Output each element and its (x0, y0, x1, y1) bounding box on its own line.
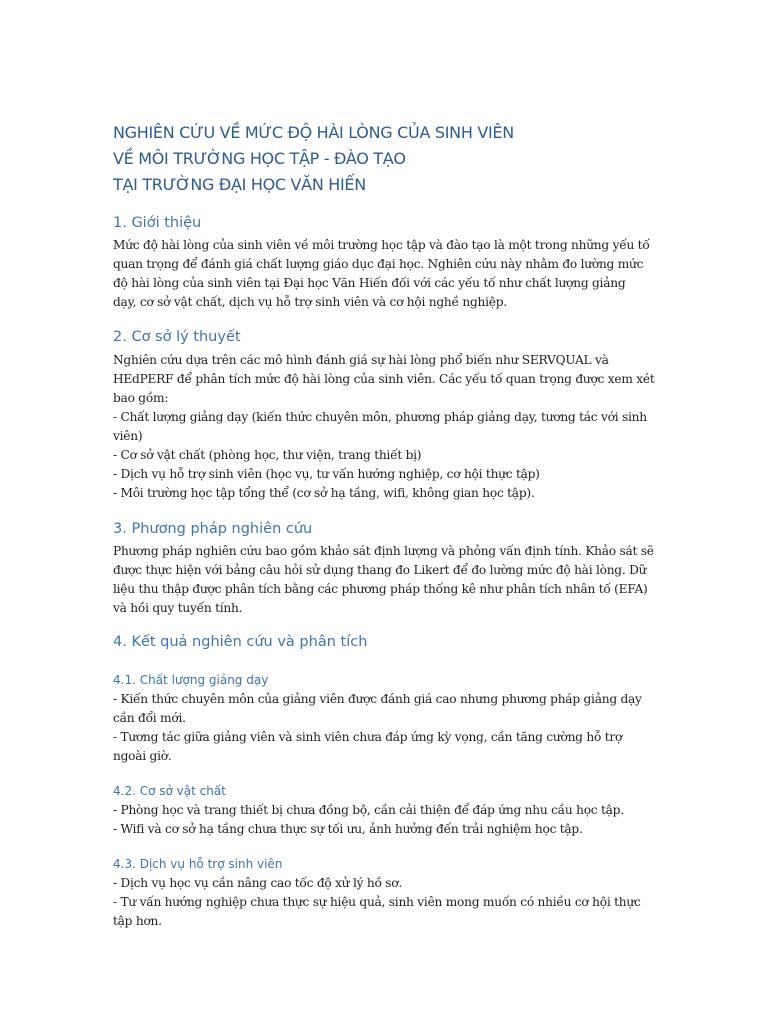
text-line: - Phòng học và trang thiết bị chưa đồng bộ, cần cải thiện để đáp ứng nhu cầu học tập. (113, 803, 624, 817)
section-body-theory (113, 351, 658, 503)
section-heading-results: 4. Kết quả nghiên cứu và phân tích (113, 634, 368, 650)
text-line: quan trọng để đánh giá chất lượng giáo dục đại học. Nghiên cứu này nhằm đo lường mức (113, 257, 644, 271)
text-line: dạy, cơ sở vật chất, dịch vụ hỗ trợ sinh viên và cơ hội nghề nghiệp. (113, 295, 507, 309)
text-line: viên) (113, 429, 143, 443)
section-heading-intro: 1. Giới thiệu (113, 215, 202, 231)
text-line: Nghiên cứu dựa trên các mô hình đánh giá sự hài lòng phổ biến như SERVQUAL và (113, 353, 609, 367)
section-heading-method: 3. Phương pháp nghiên cứu (113, 521, 313, 537)
subsection-heading-facilities: 4.2. Cơ sở vật chất (113, 784, 226, 798)
text-line: - Tương tác giữa giảng viên và sinh viên chưa đáp ứng kỳ vọng, cần tăng cường hỗ trợ (113, 730, 623, 744)
text-line: liệu thu thập được phân tích bằng các phương pháp thống kê như phân tích nhân tố (EFA) (113, 582, 648, 596)
title-line: TẠI TRƯỜNG ĐẠI HỌC VĂN HIẾN (113, 175, 366, 194)
section-heading-theory: 2. Cơ sở lý thuyết (113, 329, 241, 345)
text-line: độ hài lòng của sinh viên tại Đại học Văn Hiến đối với các yếu tố như chất lượng giảng (113, 276, 626, 290)
text-line: tập hơn. (113, 914, 162, 928)
text-line: - Môi trường học tập tổng thể (cơ sở hạ tầng, wifi, không gian học tập). (113, 486, 535, 500)
text-line: HEdPERF để phân tích mức độ hài lòng của sinh viên. Các yếu tố quan trọng được xem xét (113, 372, 655, 386)
text-line: - Dịch vụ học vụ cần nâng cao tốc độ xử lý hồ sơ. (113, 876, 402, 890)
text-line: ngoài giờ. (113, 749, 172, 763)
document-title (113, 120, 658, 198)
subsection-body-teaching (113, 690, 658, 766)
text-line: Phương pháp nghiên cứu bao gồm khảo sát định lượng và phỏng vấn định tính. Khảo sát sẽ (113, 544, 654, 558)
section-body-intro (113, 236, 658, 312)
subsection-heading-teaching: 4.1. Chất lượng giảng dạy (113, 673, 269, 687)
title-line: VỀ MÔI TRƯỜNG HỌC TẬP - ĐÀO TẠO (113, 149, 406, 168)
text-line: được thực hiện với bảng câu hỏi sử dụng thang đo Likert để đo lường mức độ hài lòng. Dữ (113, 563, 647, 577)
text-line: - Tư vấn hướng nghiệp chưa thực sự hiệu quả, sinh viên mong muốn có nhiều cơ hội thực (113, 895, 641, 909)
subsection-heading-support: 4.3. Dịch vụ hỗ trợ sinh viên (113, 857, 283, 871)
subsection-body-support (113, 874, 658, 931)
text-line: - Dịch vụ hỗ trợ sinh viên (học vụ, tư vấn hướng nghiệp, cơ hội thực tập) (113, 467, 540, 481)
text-line: và hồi quy tuyến tính. (113, 601, 243, 615)
title-line: NGHIÊN CỨU VỀ MỨC ĐỘ HÀI LÒNG CỦA SINH VIÊN (113, 123, 514, 142)
subsection-body-facilities (113, 801, 658, 839)
text-line: Mức độ hài lòng của sinh viên về môi trường học tập và đào tạo là một trong những yếu tố (113, 238, 650, 252)
document-page (113, 120, 658, 931)
text-line: - Wifi và cơ sở hạ tầng chưa thực sự tối ưu, ảnh hưởng đến trải nghiệm học tập. (113, 822, 583, 836)
text-line: cần đổi mới. (113, 711, 186, 725)
text-line: - Chất lượng giảng dạy (kiến thức chuyên môn, phương pháp giảng dạy, tương tác với sinh (113, 410, 647, 424)
section-body-method (113, 542, 658, 618)
text-line: - Cơ sở vật chất (phòng học, thư viện, trang thiết bị) (113, 448, 422, 462)
text-line: - Kiến thức chuyên môn của giảng viên được đánh giá cao nhưng phương pháp giảng dạy (113, 692, 642, 706)
text-line: bao gồm: (113, 391, 169, 405)
